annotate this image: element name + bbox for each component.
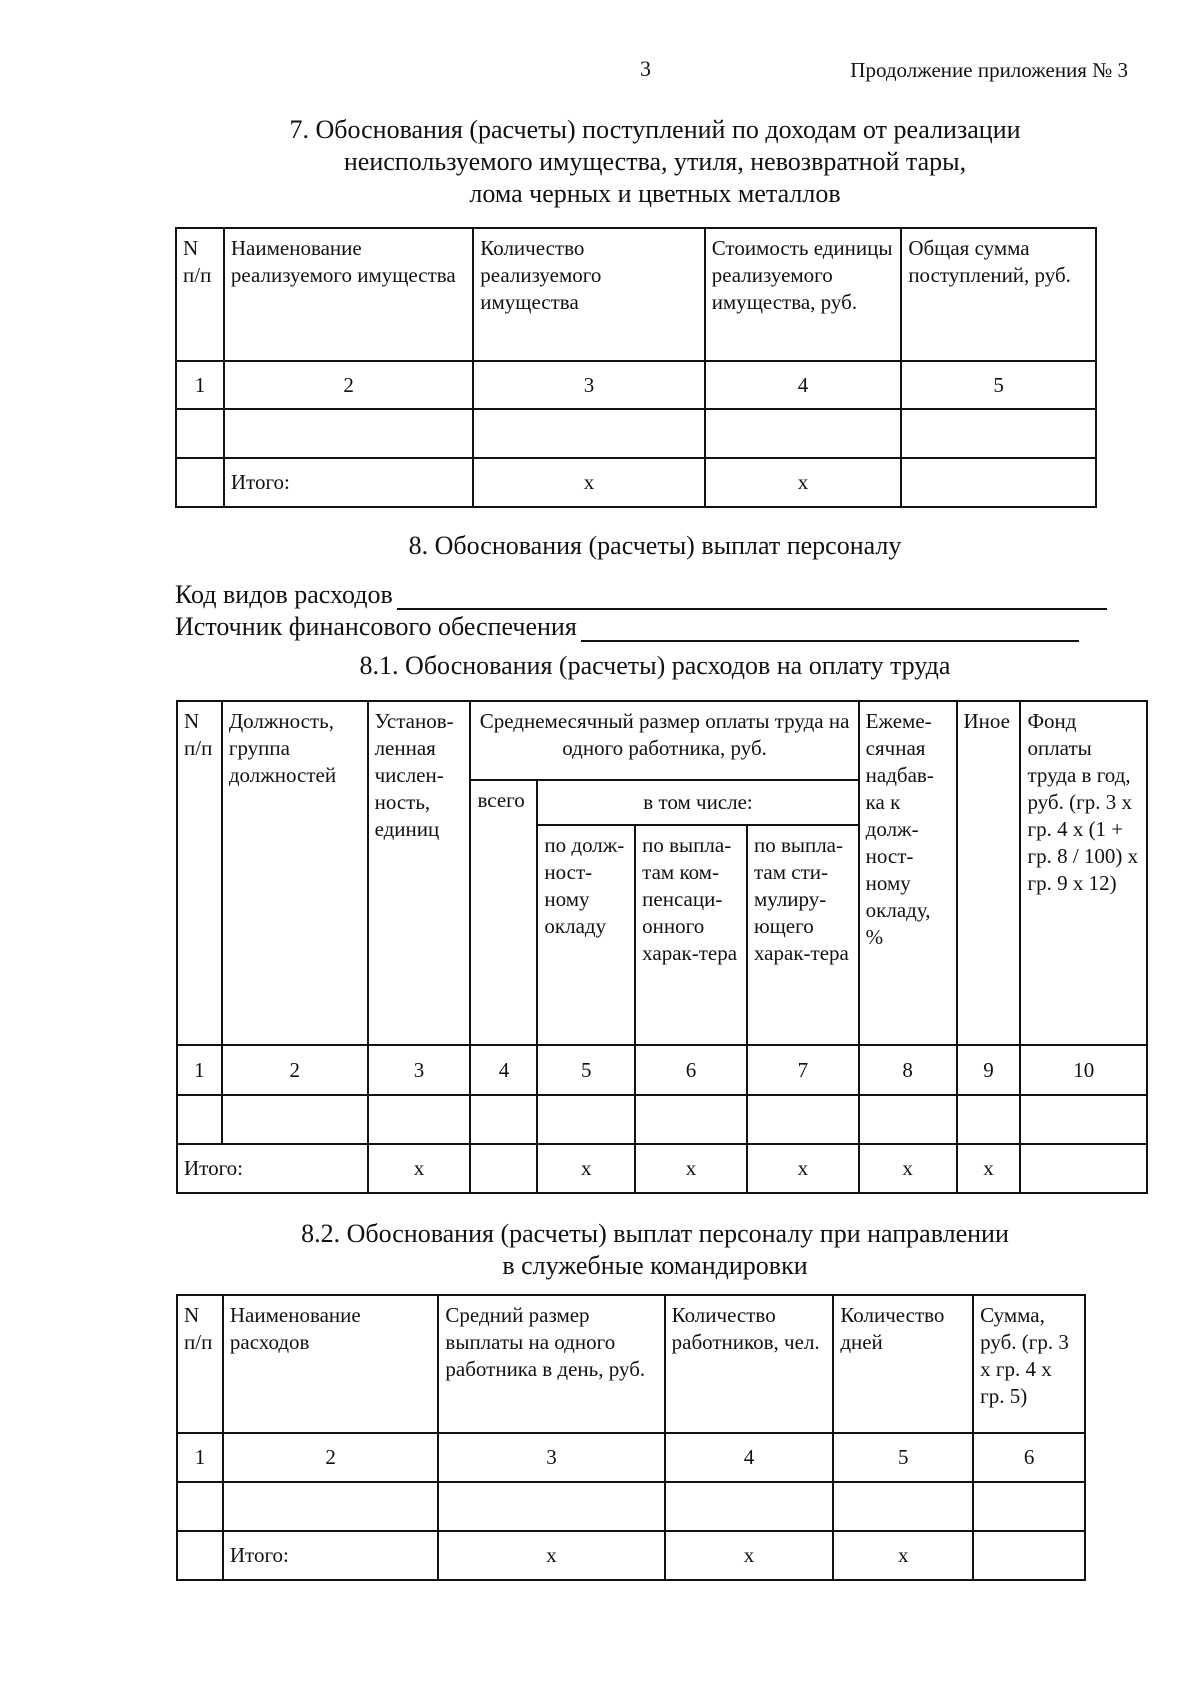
- title-line: лома черных и цветных металлов: [469, 179, 841, 208]
- header-cell: Ежеме-сячная надбав-ка к долж-ност-ному окладу, %: [859, 701, 957, 1045]
- header-cell: Среднемесячный размер оплаты труда на одного работника, руб.: [470, 701, 858, 780]
- empty-cell[interactable]: [222, 1095, 368, 1144]
- header-cell: по долж-ност-ному окладу: [537, 825, 635, 1045]
- total-cell[interactable]: [470, 1144, 537, 1193]
- total-cell: x: [705, 458, 902, 507]
- empty-cell[interactable]: [859, 1095, 957, 1144]
- header-cell: Количество работников, чел.: [665, 1295, 834, 1433]
- total-cell: x: [635, 1144, 747, 1193]
- column-number: 4: [705, 361, 902, 409]
- empty-cell[interactable]: [470, 1095, 537, 1144]
- header-cell: Количество реализуемого имущества: [473, 228, 704, 361]
- column-number: 2: [224, 361, 473, 409]
- column-number: 1: [176, 361, 224, 409]
- header-cell: по выпла-там ком-пенсаци-онного харак-тера: [635, 825, 747, 1045]
- empty-cell[interactable]: [833, 1482, 973, 1531]
- empty-cell[interactable]: [901, 409, 1096, 458]
- expense-code-field: [175, 580, 1107, 610]
- total-cell: x: [665, 1531, 834, 1580]
- empty-cell[interactable]: [368, 1095, 471, 1144]
- column-number-row: [177, 1045, 1147, 1095]
- total-cell[interactable]: [973, 1531, 1085, 1580]
- column-number-row: [177, 1433, 1085, 1482]
- table-row: [176, 409, 1096, 458]
- header-cell: Иное: [957, 701, 1021, 1045]
- total-cell[interactable]: [901, 458, 1096, 507]
- total-cell: [176, 458, 224, 507]
- total-label: Итого:: [223, 1531, 439, 1580]
- total-row: [176, 458, 1096, 507]
- empty-cell[interactable]: [973, 1482, 1085, 1531]
- column-number: 6: [973, 1433, 1085, 1482]
- column-number: 3: [473, 361, 704, 409]
- title-line: 8.2. Обоснования (расчеты) выплат персоналу при направлении: [301, 1219, 1009, 1248]
- total-cell: x: [473, 458, 704, 507]
- header-row: [176, 228, 1096, 361]
- funding-source-label: Источник финансового обеспечения: [175, 612, 577, 641]
- empty-cell[interactable]: [224, 409, 473, 458]
- header-cell: всего: [470, 780, 537, 1045]
- header-cell: N п/п: [177, 1295, 223, 1433]
- header-cell: Должность, группа должностей: [222, 701, 368, 1045]
- empty-cell[interactable]: [957, 1095, 1021, 1144]
- title-line: неиспользуемого имущества, утиля, невозвратной тары,: [343, 147, 967, 176]
- column-number: 4: [665, 1433, 834, 1482]
- total-cell: x: [859, 1144, 957, 1193]
- column-number: 5: [901, 361, 1096, 409]
- total-row: [177, 1531, 1085, 1580]
- header-cell: по выпла-там сти-мулиру-ющего харак-тера: [747, 825, 859, 1045]
- total-cell[interactable]: [1020, 1144, 1147, 1193]
- title-line: в служебные командировки: [502, 1251, 808, 1280]
- column-number: 6: [635, 1045, 747, 1095]
- total-cell: x: [438, 1531, 664, 1580]
- empty-cell[interactable]: [438, 1482, 664, 1531]
- header-cell: N п/п: [176, 228, 224, 361]
- expense-code-blank[interactable]: [397, 582, 1107, 610]
- empty-cell[interactable]: [537, 1095, 635, 1144]
- column-number: 2: [223, 1433, 439, 1482]
- total-label: Итого:: [224, 458, 473, 507]
- empty-cell[interactable]: [177, 1482, 223, 1531]
- header-row: [177, 1295, 1085, 1433]
- header-cell: Сумма, руб. (гр. 3 x гр. 4 x гр. 5): [973, 1295, 1085, 1433]
- column-number: 10: [1020, 1045, 1147, 1095]
- empty-cell[interactable]: [747, 1095, 859, 1144]
- funding-source-field: [175, 612, 1079, 642]
- header-cell: Общая сумма поступлений, руб.: [901, 228, 1096, 361]
- header-cell: Количество дней: [833, 1295, 973, 1433]
- header-cell: Наименование реализуемого имущества: [224, 228, 473, 361]
- total-cell: x: [537, 1144, 635, 1193]
- section-8-2-title: [0, 1218, 1200, 1282]
- column-number: 7: [747, 1045, 859, 1095]
- header-cell: Стоимость единицы реализуемого имущества, руб.: [705, 228, 902, 361]
- column-number: 2: [222, 1045, 368, 1095]
- table-row: [177, 1095, 1147, 1144]
- table-row: [177, 1482, 1085, 1531]
- header-row: [177, 701, 1147, 780]
- column-number-row: [176, 361, 1096, 409]
- empty-cell[interactable]: [473, 409, 704, 458]
- header-cell: Установ-ленная числен-ность, единиц: [368, 701, 471, 1045]
- total-label: Итого:: [177, 1144, 368, 1193]
- total-cell: x: [833, 1531, 973, 1580]
- empty-cell[interactable]: [223, 1482, 439, 1531]
- header-cell: в том числе:: [537, 780, 858, 825]
- total-cell: x: [368, 1144, 471, 1193]
- header-cell: Наименование расходов: [223, 1295, 439, 1433]
- table-section-8-1: [176, 700, 1148, 1194]
- table-section-7: [175, 227, 1097, 508]
- empty-cell[interactable]: [176, 409, 224, 458]
- empty-cell[interactable]: [705, 409, 902, 458]
- total-row: [177, 1144, 1147, 1193]
- title-line: 7. Обоснования (расчеты) поступлений по доходам от реализации: [289, 115, 1021, 144]
- column-number: 5: [537, 1045, 635, 1095]
- column-number: 3: [438, 1433, 664, 1482]
- total-cell: [177, 1531, 223, 1580]
- column-number: 8: [859, 1045, 957, 1095]
- empty-cell[interactable]: [1020, 1095, 1147, 1144]
- header-cell: Средний размер выплаты на одного работника в день, руб.: [438, 1295, 664, 1433]
- column-number: 1: [177, 1045, 222, 1095]
- header-cell: Фонд оплаты труда в год, руб. (гр. 3 x гр. 4 x (1 + гр. 8 / 100) x гр. 9 x 12): [1020, 701, 1147, 1045]
- column-number: 3: [368, 1045, 471, 1095]
- empty-cell[interactable]: [635, 1095, 747, 1144]
- section-8-1-title: 8.1. Обоснования (расчеты) расходов на оплату труда: [359, 651, 951, 680]
- section-8-title: 8. Обоснования (расчеты) выплат персоналу: [408, 531, 902, 560]
- page-number: 3: [640, 56, 651, 81]
- empty-cell[interactable]: [665, 1482, 834, 1531]
- appendix-note: Продолжение приложения № 3: [850, 58, 1128, 82]
- column-number: 1: [177, 1433, 223, 1482]
- table-section-8-2: [176, 1294, 1086, 1581]
- expense-code-label: Код видов расходов: [175, 580, 393, 609]
- empty-cell[interactable]: [177, 1095, 222, 1144]
- funding-source-blank[interactable]: [581, 614, 1079, 642]
- column-number: 5: [833, 1433, 973, 1482]
- column-number: 4: [470, 1045, 537, 1095]
- section-7-title: [0, 114, 1200, 210]
- total-cell: x: [957, 1144, 1021, 1193]
- column-number: 9: [957, 1045, 1021, 1095]
- header-cell: N п/п: [177, 701, 222, 1045]
- total-cell: x: [747, 1144, 859, 1193]
